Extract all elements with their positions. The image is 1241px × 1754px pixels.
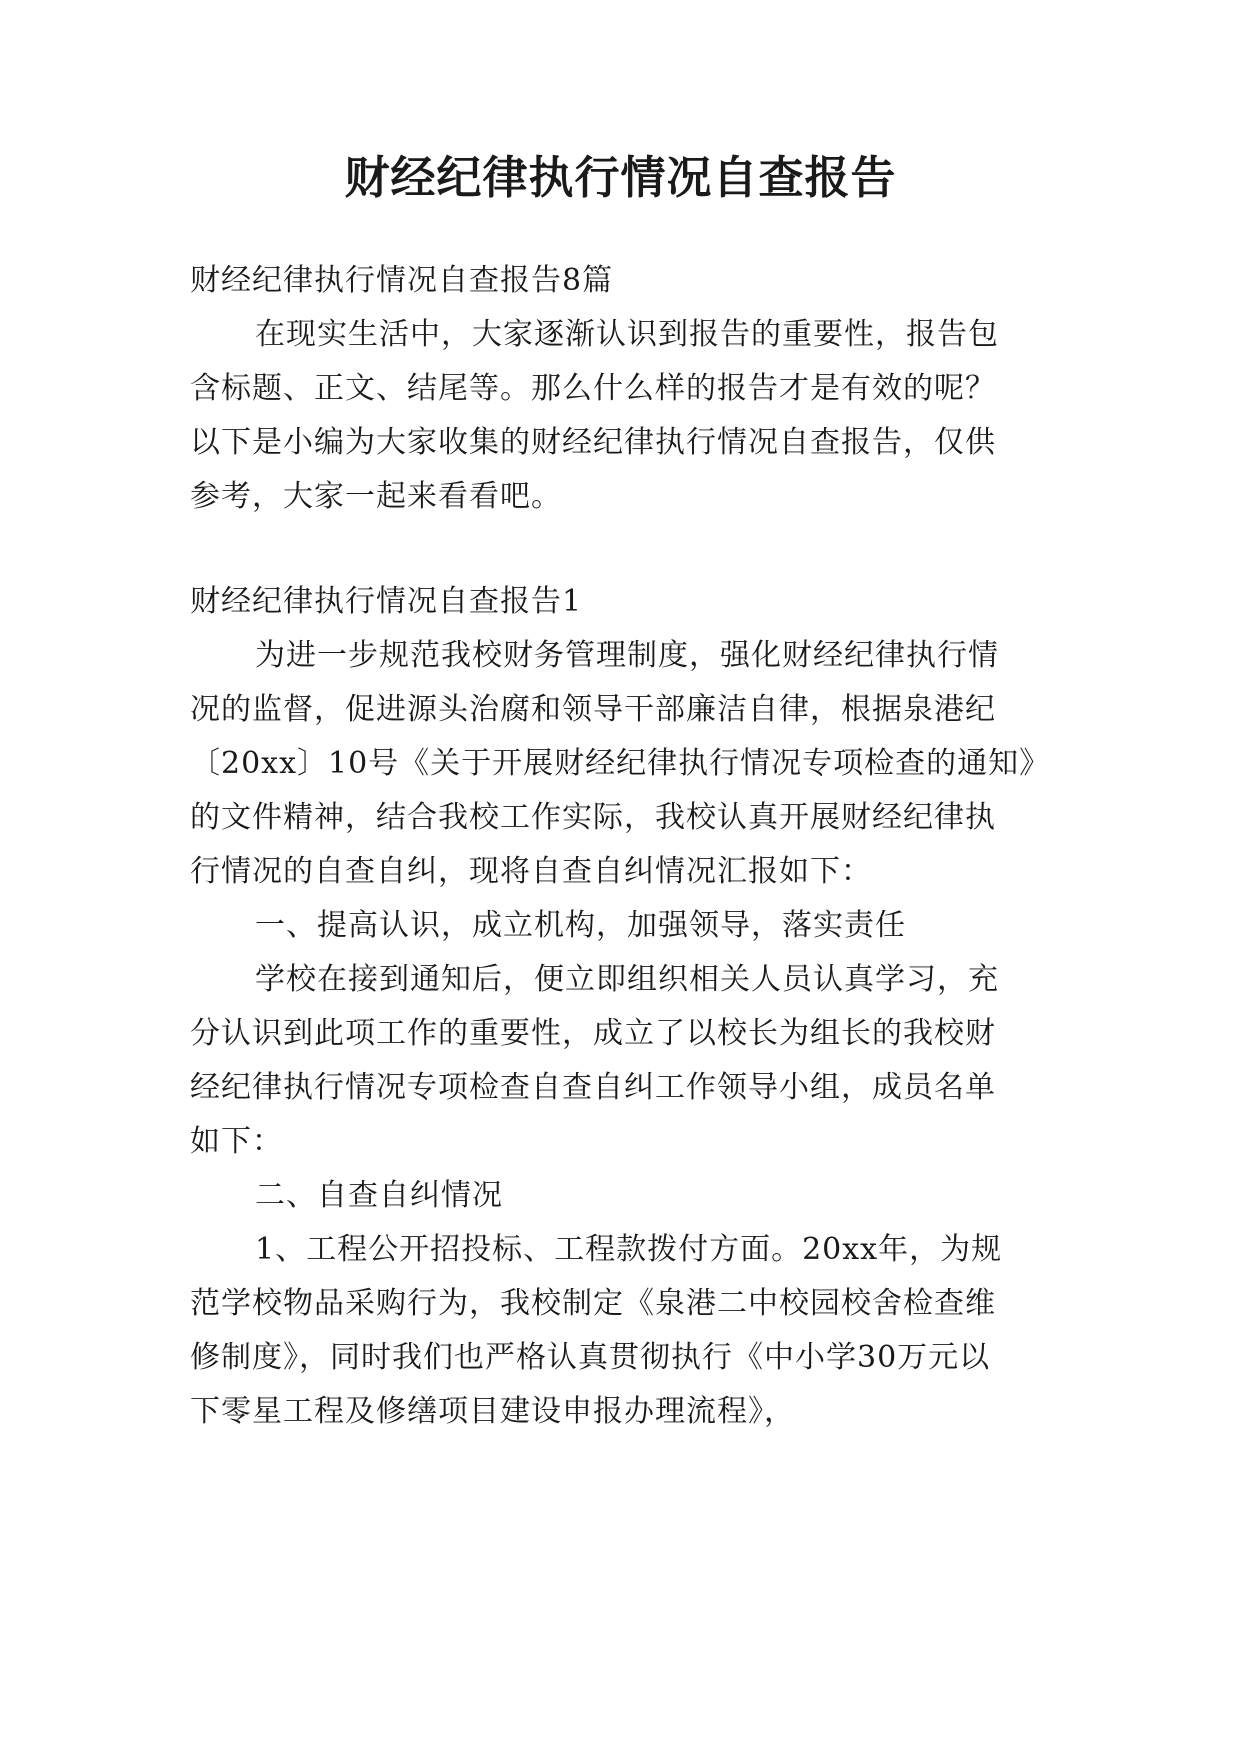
intro-line-2: 含标题、正文、结尾等。那么什么样的报告才是有效的呢？ [190, 371, 996, 406]
body-line: 〔20xx〕10号《关于开展财经纪律执行情况专项检查的通知》 [190, 746, 1051, 781]
body-line: 范学校物品采购行为，我校制定《泉港二中校园校舍检查维 [190, 1286, 996, 1321]
body-line: 分认识到此项工作的重要性，成立了以校长为组长的我校财 [190, 1016, 996, 1051]
document-title: 财经纪律执行情况自查报告 [344, 151, 897, 204]
body-line: 经纪律执行情况专项检查自查自纠工作领导小组，成员名单 [190, 1070, 996, 1105]
body-line: 况的监督，促进源头治腐和领导干部廉洁自律，根据泉港纪 [190, 692, 996, 727]
body-line: 1、工程公开招投标、工程款拨付方面。20xx年，为规 [255, 1232, 1003, 1267]
body-line: 如下： [190, 1124, 283, 1159]
body-line: 下零星工程及修缮项目建设申报办理流程》， [190, 1394, 795, 1429]
subheading-line: 一、提高认识，成立机构，加强领导，落实责任 [255, 908, 906, 943]
subheading-line: 二、自查自纠情况 [255, 1178, 503, 1213]
body-line: 学校在接到通知后，便立即组织相关人员认真学习，充 [255, 962, 999, 997]
section-heading-1: 财经纪律执行情况自查报告1 [190, 584, 583, 619]
body-line: 为进一步规范我校财务管理制度，强化财经纪律执行情 [255, 638, 999, 673]
intro-line-4: 参考，大家一起来看看吧。 [190, 479, 562, 514]
intro-line-3: 以下是小编为大家收集的财经纪律执行情况自查报告，仅供 [190, 425, 996, 460]
subtitle-line: 财经纪律执行情况自查报告8篇 [190, 263, 614, 298]
body-line: 的文件精神，结合我校工作实际，我校认真开展财经纪律执 [190, 800, 996, 835]
intro-line-1: 在现实生活中，大家逐渐认识到报告的重要性，报告包 [255, 317, 999, 352]
body-line: 修制度》，同时我们也严格认真贯彻执行《中小学30万元以 [190, 1340, 991, 1375]
body-line: 行情况的自查自纠，现将自查自纠情况汇报如下： [190, 854, 872, 889]
